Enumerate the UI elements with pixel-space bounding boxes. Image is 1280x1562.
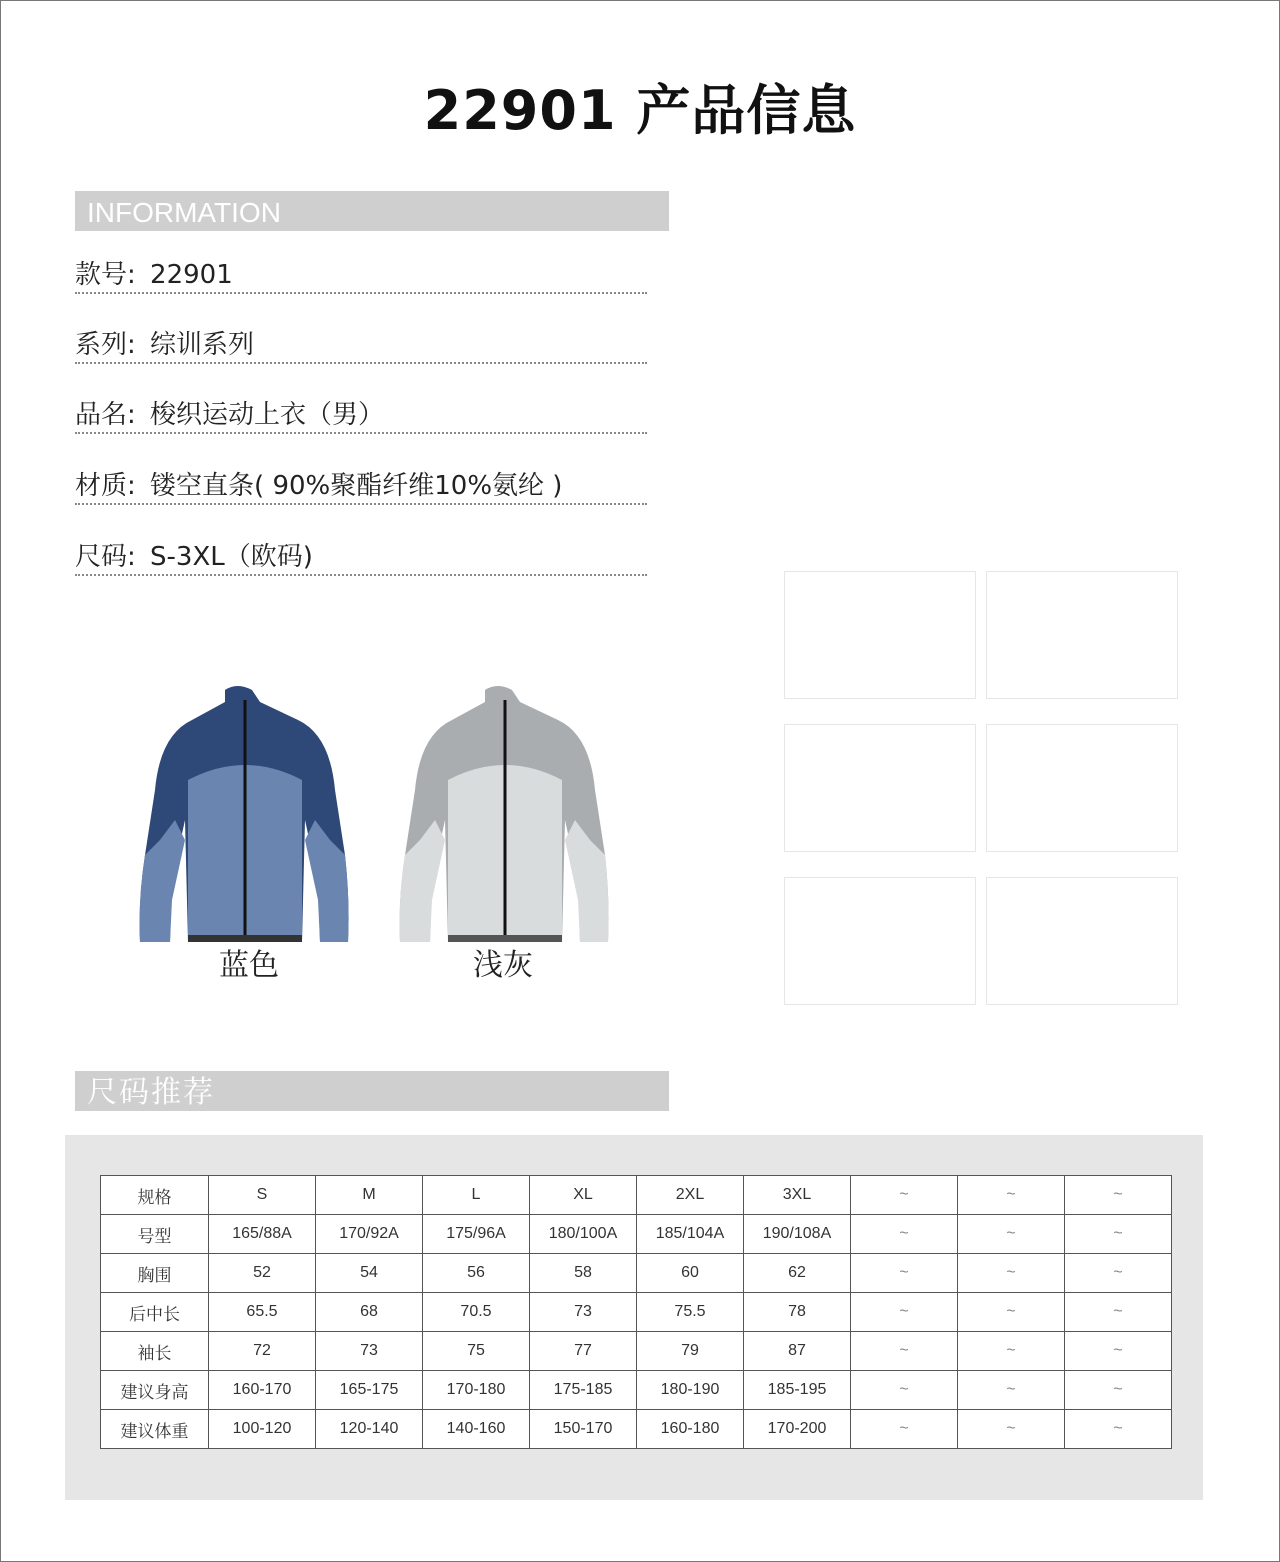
table-cell: 56 — [423, 1254, 530, 1293]
detail-photo-slot — [784, 724, 976, 852]
table-cell: 建议体重 — [101, 1410, 209, 1449]
table-cell: 2XL — [637, 1176, 744, 1215]
table-cell: ~ — [958, 1332, 1065, 1371]
table-cell: ~ — [958, 1254, 1065, 1293]
table-cell: ~ — [1065, 1176, 1172, 1215]
table-cell: 62 — [744, 1254, 851, 1293]
table-cell: 120-140 — [316, 1410, 423, 1449]
table-cell: 后中长 — [101, 1293, 209, 1332]
light-grey-jacket-image — [390, 680, 620, 948]
detail-photo-slot — [986, 571, 1178, 699]
table-cell: 58 — [530, 1254, 637, 1293]
table-cell: 87 — [744, 1332, 851, 1371]
table-cell: ~ — [851, 1371, 958, 1410]
info-row-series — [75, 328, 647, 364]
table-cell: 79 — [637, 1332, 744, 1371]
info-label: 尺码: — [75, 542, 136, 572]
table-cell: 185-195 — [744, 1371, 851, 1410]
information-section-header: INFORMATION — [75, 191, 669, 231]
table-cell: 52 — [209, 1254, 316, 1293]
table-cell: 65.5 — [209, 1293, 316, 1332]
table-cell: 150-170 — [530, 1410, 637, 1449]
table-cell: 175-185 — [530, 1371, 637, 1410]
table-cell: 160-180 — [637, 1410, 744, 1449]
table-cell: ~ — [851, 1176, 958, 1215]
info-label: 材质: — [75, 471, 136, 501]
detail-photo-slot — [986, 877, 1178, 1005]
table-cell: 180/100A — [530, 1215, 637, 1254]
table-cell: 68 — [316, 1293, 423, 1332]
info-value: 镂空直条( 90%聚酯纤维10%氨纶 ) — [150, 471, 563, 501]
table-cell: 185/104A — [637, 1215, 744, 1254]
info-value: 22901 — [150, 260, 233, 290]
table-cell: L — [423, 1176, 530, 1215]
table-cell: 72 — [209, 1332, 316, 1371]
info-label: 款号: — [75, 260, 136, 290]
table-cell: ~ — [958, 1371, 1065, 1410]
table-cell: ~ — [851, 1215, 958, 1254]
table-cell: 70.5 — [423, 1293, 530, 1332]
table-cell: 3XL — [744, 1176, 851, 1215]
info-value: 梭织运动上衣（男） — [150, 400, 385, 430]
table-cell: 胸围 — [101, 1254, 209, 1293]
table-cell: 175/96A — [423, 1215, 530, 1254]
table-cell: 170-180 — [423, 1371, 530, 1410]
table-cell: ~ — [958, 1176, 1065, 1215]
detail-photo-slot — [784, 877, 976, 1005]
table-cell: 170-200 — [744, 1410, 851, 1449]
table-cell: 60 — [637, 1254, 744, 1293]
table-row — [101, 1332, 1172, 1371]
table-cell: 73 — [530, 1293, 637, 1332]
table-cell: ~ — [958, 1410, 1065, 1449]
table-row — [101, 1215, 1172, 1254]
table-cell: ~ — [1065, 1254, 1172, 1293]
table-cell: ~ — [1065, 1293, 1172, 1332]
table-cell: 75 — [423, 1332, 530, 1371]
color-name-blue: 蓝色 — [219, 948, 279, 983]
info-row-material — [75, 469, 647, 505]
table-cell: 78 — [744, 1293, 851, 1332]
table-row — [101, 1254, 1172, 1293]
table-cell: 100-120 — [209, 1410, 316, 1449]
page-title: 22901 产品信息 — [423, 79, 857, 142]
table-cell: 190/108A — [744, 1215, 851, 1254]
table-cell: ~ — [958, 1293, 1065, 1332]
info-row-style-number — [75, 258, 647, 294]
info-value: S-3XL（欧码) — [150, 542, 313, 572]
table-cell: 180-190 — [637, 1371, 744, 1410]
table-cell: ~ — [1065, 1371, 1172, 1410]
table-cell: 77 — [530, 1332, 637, 1371]
table-cell: 140-160 — [423, 1410, 530, 1449]
table-cell: 170/92A — [316, 1215, 423, 1254]
info-label: 系列: — [75, 330, 136, 360]
table-cell: M — [316, 1176, 423, 1215]
table-row — [101, 1371, 1172, 1410]
info-value: 综训系列 — [150, 330, 255, 360]
table-cell: 165-175 — [316, 1371, 423, 1410]
table-cell: 号型 — [101, 1215, 209, 1254]
table-cell: 袖长 — [101, 1332, 209, 1371]
table-cell: 73 — [316, 1332, 423, 1371]
table-cell: 建议身高 — [101, 1371, 209, 1410]
table-row — [101, 1293, 1172, 1332]
table-cell: S — [209, 1176, 316, 1215]
table-cell: 54 — [316, 1254, 423, 1293]
color-name-light-grey: 浅灰 — [473, 948, 533, 983]
table-cell: 165/88A — [209, 1215, 316, 1254]
table-cell: ~ — [851, 1410, 958, 1449]
size-table-header-row — [101, 1176, 1172, 1215]
table-cell: ~ — [851, 1254, 958, 1293]
info-row-size-range — [75, 540, 647, 576]
table-cell: 160-170 — [209, 1371, 316, 1410]
table-cell: 规格 — [101, 1176, 209, 1215]
table-cell: ~ — [1065, 1332, 1172, 1371]
size-table — [100, 1175, 1172, 1449]
info-label: 品名: — [75, 400, 136, 430]
table-row — [101, 1410, 1172, 1449]
blue-jacket-image — [130, 680, 360, 948]
table-cell: ~ — [1065, 1410, 1172, 1449]
table-cell: 75.5 — [637, 1293, 744, 1332]
detail-photo-slot — [784, 571, 976, 699]
table-cell: ~ — [958, 1215, 1065, 1254]
table-cell: ~ — [851, 1332, 958, 1371]
table-cell: XL — [530, 1176, 637, 1215]
table-cell: ~ — [1065, 1215, 1172, 1254]
table-cell: ~ — [851, 1293, 958, 1332]
size-recommendation-header: 尺码推荐 — [75, 1071, 669, 1111]
detail-photo-grid — [784, 571, 1180, 1006]
info-row-product-name — [75, 398, 647, 434]
detail-photo-slot — [986, 724, 1178, 852]
